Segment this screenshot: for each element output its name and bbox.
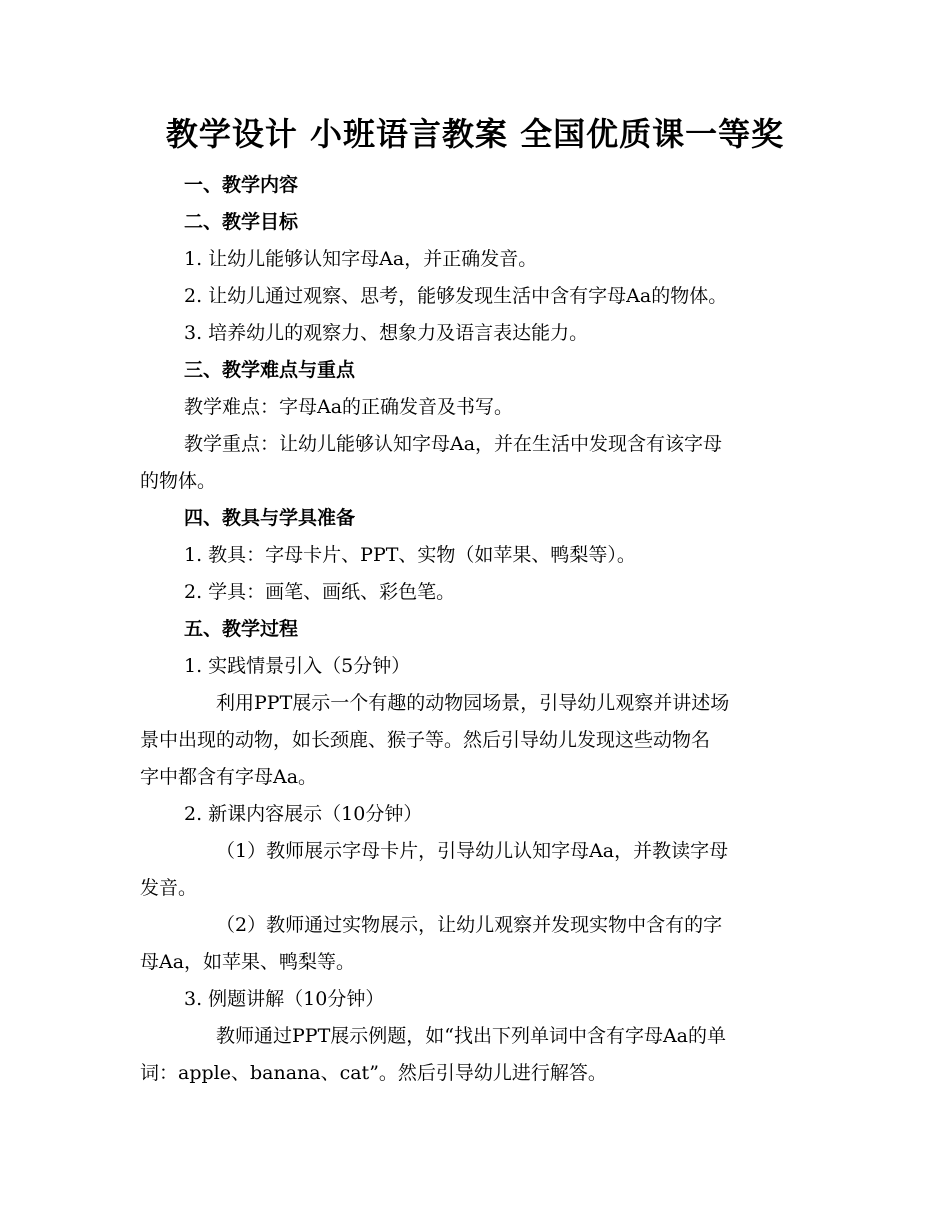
key-point-line-2: 的物体。 [140, 470, 217, 492]
section-heading-tools: 四、教具与学具准备 [184, 507, 356, 529]
process-step-3: 3. 例题讲解（10分钟） [184, 988, 385, 1010]
process-step-1-text-2: 景中出现的动物，如长颈鹿、猴子等。然后引导幼儿发现这些动物名 [140, 729, 711, 751]
process-step-2-sub-1a: （1）教师展示字母卡片，引导幼儿认知字母Aa，并教读字母 [216, 840, 729, 862]
section-heading-content: 一、教学内容 [184, 174, 299, 196]
document-body [140, 167, 820, 1092]
goal-item-1: 1. 让幼儿能够认知字母Aa，并正确发音。 [184, 248, 538, 270]
document-title: 教学设计 小班语言教案 全国优质课一等奖 [165, 115, 785, 153]
process-step-2: 2. 新课内容展示（10分钟） [184, 803, 423, 825]
goal-item-3: 3. 培养幼儿的观察力、想象力及语言表达能力。 [184, 322, 589, 344]
section-heading-goals: 二、教学目标 [184, 211, 299, 233]
process-step-2-sub-1b: 发音。 [140, 877, 198, 899]
tool-item-1: 1. 教具：字母卡片、PPT、实物（如苹果、鸭梨等）。 [184, 544, 636, 566]
difficulty-line: 教学难点：字母Aa的正确发音及书写。 [184, 396, 514, 418]
section-heading-process: 五、教学过程 [184, 618, 299, 640]
tool-item-2: 2. 学具：画笔、画纸、彩色笔。 [184, 581, 456, 603]
section-heading-difficulty: 三、教学难点与重点 [184, 359, 356, 381]
process-step-1: 1. 实践情景引入（5分钟） [184, 655, 411, 677]
process-step-1-text-3: 字中都含有字母Aa。 [140, 766, 318, 788]
goal-item-2: 2. 让幼儿通过观察、思考，能够发现生活中含有字母Aa的物体。 [184, 285, 728, 307]
process-step-2-sub-2b: 母Aa，如苹果、鸭梨等。 [140, 951, 356, 973]
process-step-3-text-1: 教师通过PPT展示例题，如“找出下列单词中含有字母Aa的单 [216, 1025, 727, 1047]
process-step-1-text-1: 利用PPT展示一个有趣的动物园场景，引导幼儿观察并讲述场 [216, 692, 730, 714]
process-step-3-text-2: 词：apple、banana、cat”。然后引导幼儿进行解答。 [140, 1062, 607, 1084]
key-point-line-1: 教学重点：让幼儿能够认知字母Aa，并在生活中发现含有该字母 [184, 433, 723, 455]
process-step-2-sub-2a: （2）教师通过实物展示，让幼儿观察并发现实物中含有的字 [216, 914, 723, 936]
